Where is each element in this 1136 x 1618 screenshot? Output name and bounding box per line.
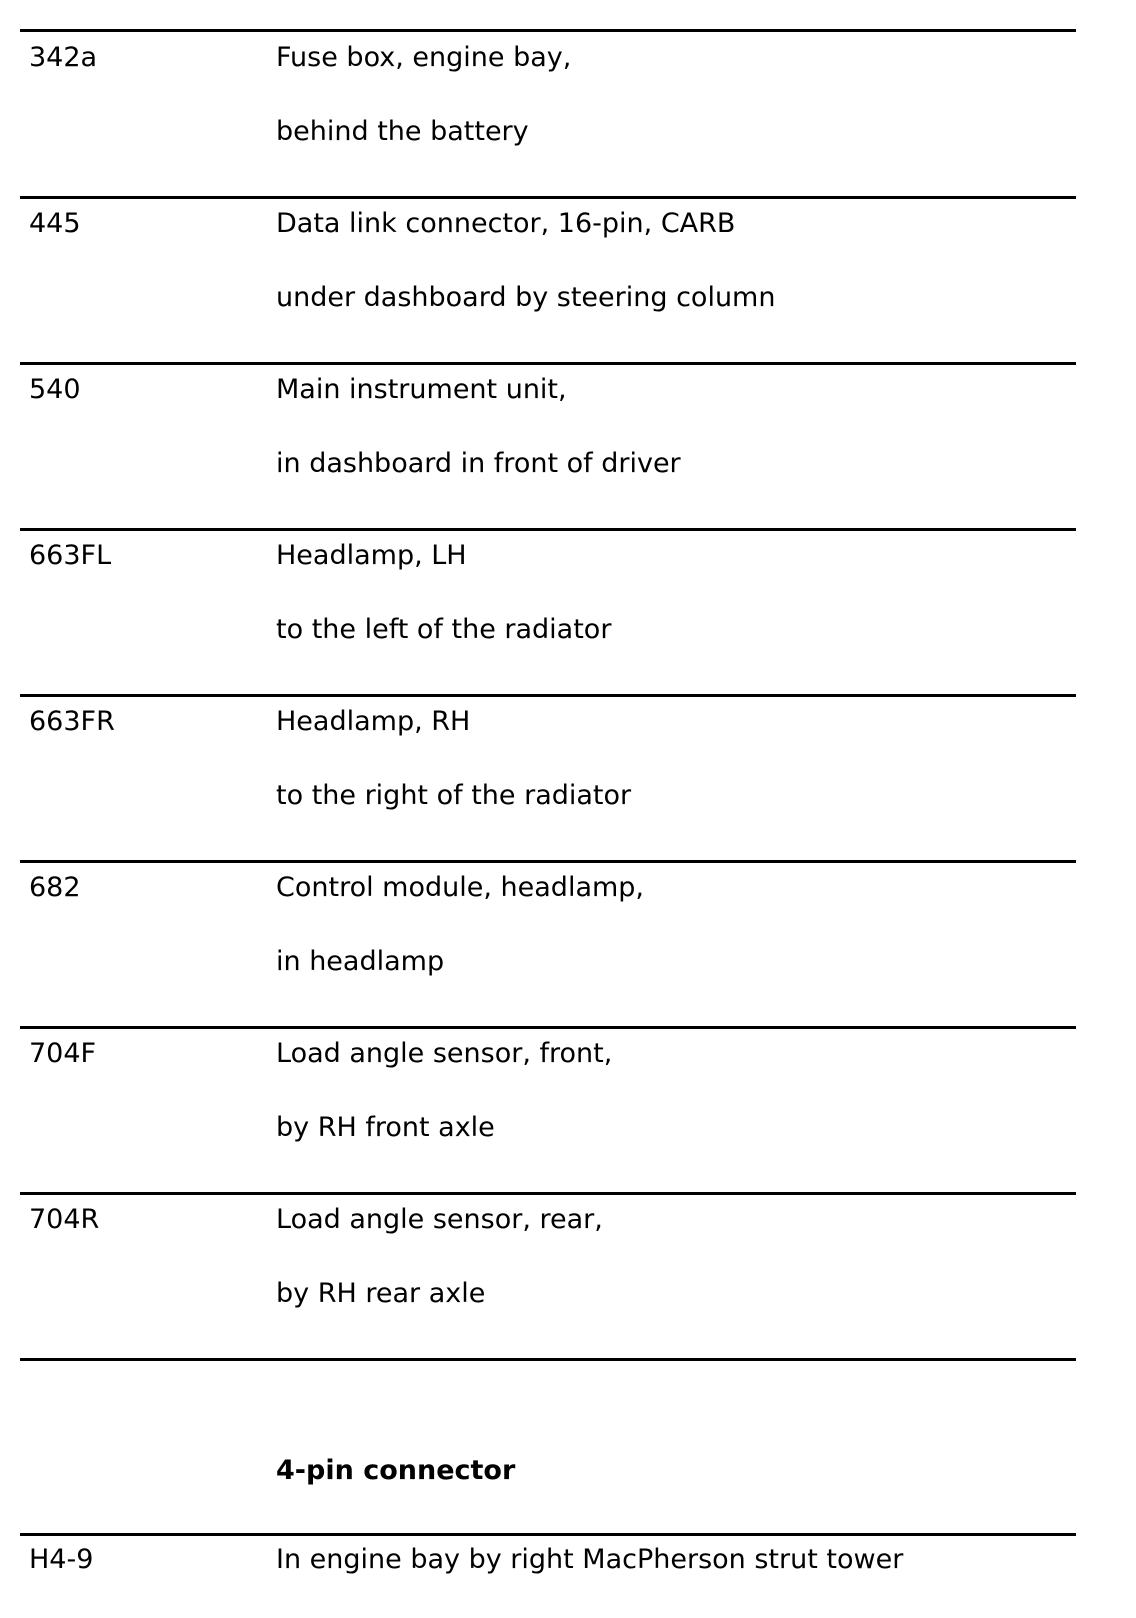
component-code: 342a xyxy=(29,42,98,73)
component-description: Headlamp, RH xyxy=(276,706,471,737)
row-divider xyxy=(20,694,1076,697)
component-code: 663FL xyxy=(29,540,112,571)
component-code: 704R xyxy=(29,1204,100,1235)
component-description: Load angle sensor, front, xyxy=(276,1038,613,1069)
component-description: Control module, headlamp, xyxy=(276,872,645,903)
row-divider xyxy=(20,196,1076,199)
component-code: 445 xyxy=(29,208,81,239)
row-divider xyxy=(20,362,1076,365)
component-code: 682 xyxy=(29,872,81,903)
component-location: in dashboard in front of driver xyxy=(276,448,681,479)
component-location: by RH front axle xyxy=(276,1112,495,1143)
row-divider xyxy=(20,528,1076,531)
component-location: to the left of the radiator xyxy=(276,614,612,645)
component-description: Main instrument unit, xyxy=(276,374,567,405)
row-divider xyxy=(20,860,1076,863)
row-divider xyxy=(20,1192,1076,1195)
component-code: 704F xyxy=(29,1038,97,1069)
component-location: under dashboard by steering column xyxy=(276,282,776,313)
table-top-rule xyxy=(20,29,1076,32)
row-divider xyxy=(20,1358,1076,1361)
component-description: Headlamp, LH xyxy=(276,540,467,571)
component-code: 540 xyxy=(29,374,81,405)
component-location: in headlamp xyxy=(276,946,445,977)
component-location: behind the battery xyxy=(276,116,529,147)
component-description: Load angle sensor, rear, xyxy=(276,1204,603,1235)
component-location: by RH rear axle xyxy=(276,1278,486,1309)
component-code: 663FR xyxy=(29,706,115,737)
section-heading: 4-pin connector xyxy=(276,1455,516,1486)
row-divider xyxy=(20,1026,1076,1029)
connector-code: H4-9 xyxy=(29,1544,94,1575)
connector-location: In engine bay by right MacPherson strut tower xyxy=(276,1544,904,1575)
component-location: to the right of the radiator xyxy=(276,780,632,811)
component-description: Data link connector, 16-pin, CARB xyxy=(276,208,736,239)
component-description: Fuse box, engine bay, xyxy=(276,42,572,73)
section-top-rule xyxy=(20,1533,1076,1536)
